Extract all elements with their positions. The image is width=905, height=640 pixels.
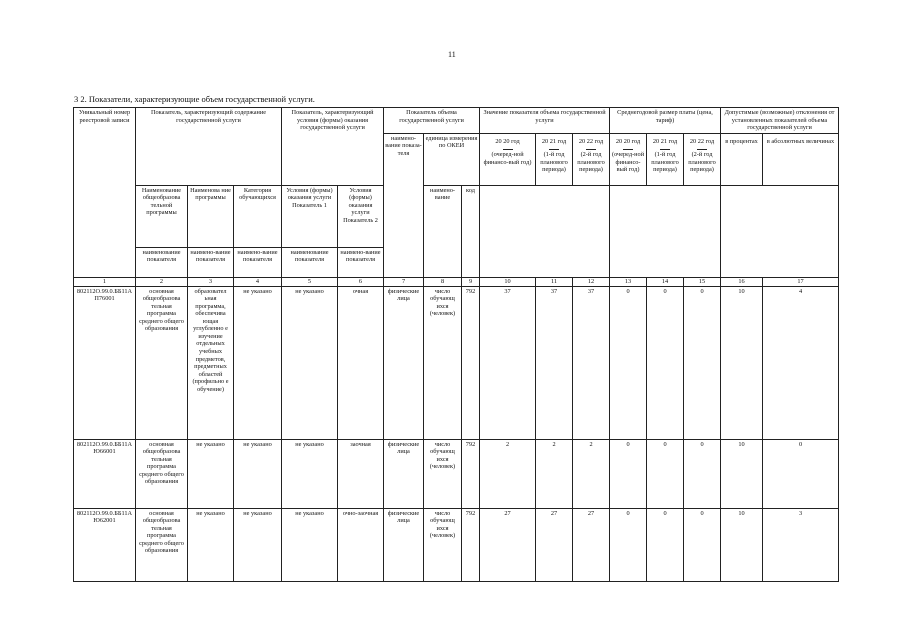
header-cond-1: Условия (формы) оказания услуги Показатель 1 <box>282 185 338 247</box>
header-volume-value-group: Значение показателя объема государственной услуги <box>480 108 610 134</box>
cell-p2022: 0 <box>684 286 721 439</box>
header-content-1: Наименование общеобразова тельной программы <box>136 185 188 247</box>
cell-dev-abs: 4 <box>763 286 839 439</box>
column-number: 8 <box>424 277 462 286</box>
column-number: 16 <box>721 277 763 286</box>
header-row-1 <box>74 108 839 134</box>
header-sub-name-4: наименование показателя <box>282 247 338 277</box>
column-number: 1 <box>74 277 136 286</box>
column-number-row <box>74 277 839 286</box>
column-number: 2 <box>136 277 188 286</box>
cell-category: не указано <box>234 508 282 581</box>
cell-program: основная общеобразова тельная программа среднего общего образования <box>136 508 188 581</box>
cell-registry-id: 802112О.99.0.ББ11АЮ62001 <box>74 508 136 581</box>
column-number: 6 <box>338 277 384 286</box>
header-volume-group: Показатель объема государственной услуги <box>384 108 480 134</box>
cell-cond-1: не указано <box>282 508 338 581</box>
cell-registry-id: 802112О.99.0.ББ11АЮ66001 <box>74 439 136 508</box>
header-sub-name-2: наимено-вание показателя <box>188 247 234 277</box>
header-conditions-group: Показатель, характеризующий условия (формы) оказания государственной услуги <box>282 108 384 186</box>
cell-v2020: 27 <box>480 508 536 581</box>
table-row <box>74 286 839 439</box>
cell-p2021: 0 <box>647 508 684 581</box>
cell-v2021: 2 <box>536 439 573 508</box>
cell-category: не указано <box>234 439 282 508</box>
header-content-2: Наименова ние программы <box>188 185 234 247</box>
column-number: 5 <box>282 277 338 286</box>
header-dev-absolute: в абсолютных величинах <box>763 133 839 185</box>
header-unique-number: Уникальный номер реестровой записи <box>74 108 136 278</box>
header-row-3 <box>74 185 839 247</box>
cell-p2021: 0 <box>647 439 684 508</box>
column-number: 15 <box>684 277 721 286</box>
header-indicator-name: наимено-вание показа-теля <box>384 133 424 277</box>
table-row <box>74 439 839 508</box>
column-number: 12 <box>573 277 610 286</box>
cell-p2022: 0 <box>684 508 721 581</box>
header-sub-name-5: наимено-вание показателя <box>338 247 384 277</box>
header-volume-spacer <box>480 185 610 277</box>
column-number: 10 <box>480 277 536 286</box>
cell-p2020: 0 <box>610 439 647 508</box>
table-row <box>74 508 839 581</box>
cell-v2021: 27 <box>536 508 573 581</box>
cell-v2020: 37 <box>480 286 536 439</box>
volume-indicators-table <box>73 107 839 582</box>
header-price-spacer <box>610 185 721 277</box>
page-number: 11 <box>448 50 456 59</box>
header-unit-code: код <box>462 185 480 277</box>
header-cond-2: Условия (формы) оказания услуги Показатель 2 <box>338 185 384 247</box>
cell-dev-abs: 3 <box>763 508 839 581</box>
cell-dev-pct: 10 <box>721 508 763 581</box>
cell-program: основная общеобразова тельная программа среднего общего образования <box>136 286 188 439</box>
column-number: 13 <box>610 277 647 286</box>
cell-unit: число обучающ ихся (человек) <box>424 508 462 581</box>
cell-v2021: 37 <box>536 286 573 439</box>
header-deviation-group: Допустимые (возможные) отклонения от установленных показателей объема государственной услуги <box>721 108 839 134</box>
column-number: 7 <box>384 277 424 286</box>
cell-code: 792 <box>462 508 480 581</box>
header-price-2021: 20 21 год (1-й год планового периода) <box>647 133 684 185</box>
header-dev-percent: в процентах <box>721 133 763 185</box>
header-unit-group: единица измерения по ОКЕИ <box>424 133 480 185</box>
cell-unit: число обучающ ихся (человек) <box>424 439 462 508</box>
cell-indicator: физические лица <box>384 508 424 581</box>
header-sub-name-1: наименование показателя <box>136 247 188 277</box>
cell-p2021: 0 <box>647 286 684 439</box>
cell-cond-1: не указано <box>282 439 338 508</box>
header-price-group: Среднегодовой размер платы (цена, тариф) <box>610 108 721 134</box>
header-content-3: Категория обучающихся <box>234 185 282 247</box>
header-year-2022: 20 22 год (2-й год планового периода) <box>573 133 610 185</box>
cell-code: 792 <box>462 439 480 508</box>
header-deviation-spacer <box>721 185 839 277</box>
cell-v2022: 2 <box>573 439 610 508</box>
cell-category: не указано <box>234 286 282 439</box>
cell-indicator: физические лица <box>384 286 424 439</box>
column-number: 17 <box>763 277 839 286</box>
cell-registry-id: 802112О.99.0.ББ11АП76001 <box>74 286 136 439</box>
cell-v2022: 27 <box>573 508 610 581</box>
cell-dev-pct: 10 <box>721 439 763 508</box>
cell-p2020: 0 <box>610 508 647 581</box>
header-year-2020: 20 20 год (очеред-ной финансо-вый год) <box>480 133 536 185</box>
column-number: 9 <box>462 277 480 286</box>
column-number: 11 <box>536 277 573 286</box>
column-number: 3 <box>188 277 234 286</box>
section-title: 3 2. Показатели, характеризующие объем государственной услуги. <box>74 94 315 104</box>
cell-v2022: 37 <box>573 286 610 439</box>
cell-dev-abs: 0 <box>763 439 839 508</box>
cell-unit: число обучающ ихся (человек) <box>424 286 462 439</box>
header-sub-name-3: наимено-вание показателя <box>234 247 282 277</box>
cell-code: 792 <box>462 286 480 439</box>
cell-program-name: не указано <box>188 439 234 508</box>
cell-dev-pct: 10 <box>721 286 763 439</box>
cell-cond-2: очно-заочная <box>338 508 384 581</box>
cell-indicator: физические лица <box>384 439 424 508</box>
header-content-group: Показатель, характеризующий содержание государственной услуги <box>136 108 282 186</box>
cell-v2020: 2 <box>480 439 536 508</box>
cell-cond-2: очная <box>338 286 384 439</box>
cell-p2022: 0 <box>684 439 721 508</box>
cell-program-name: не указано <box>188 508 234 581</box>
cell-program-name: образовател ьная программа, обеспечива ющая углубленно е изучение отдельных учебных предметов, предметных областей (профильно е обучение) <box>188 286 234 439</box>
header-price-2022: 20 22 год (2-й год планового периода) <box>684 133 721 185</box>
header-year-2021: 20 21 год (1-й год планового периода) <box>536 133 573 185</box>
cell-cond-1: не указано <box>282 286 338 439</box>
cell-cond-2: заочная <box>338 439 384 508</box>
cell-p2020: 0 <box>610 286 647 439</box>
header-price-2020: 20 20 год (очеред-ной финансо-вый год) <box>610 133 647 185</box>
header-unit-name: наимено-вание <box>424 185 462 277</box>
column-number: 14 <box>647 277 684 286</box>
cell-program: основная общеобразова тельная программа среднего общего образования <box>136 439 188 508</box>
column-number: 4 <box>234 277 282 286</box>
